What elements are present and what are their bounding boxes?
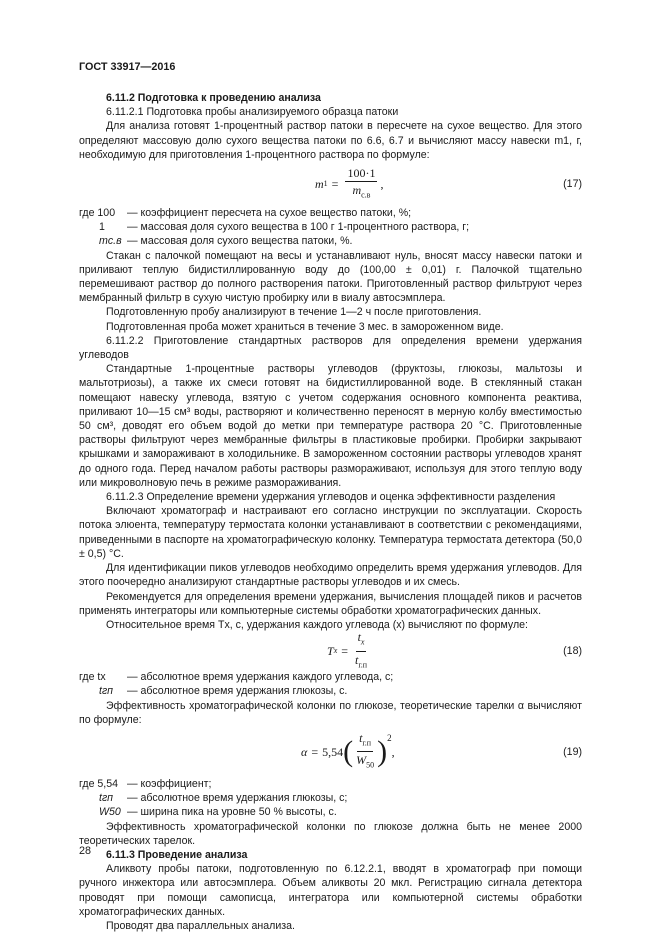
paragraph: Проводят два параллельных анализа. bbox=[106, 919, 295, 932]
paragraph: Подготовленная проба может храниться в течение 3 мес. в замороженном виде. bbox=[106, 320, 504, 333]
formula-number: (19) bbox=[563, 745, 582, 758]
formula-numerator: t bbox=[357, 630, 361, 645]
where-item bbox=[79, 791, 582, 805]
page-number: 28 bbox=[79, 845, 92, 857]
document-body bbox=[79, 91, 582, 933]
where-text: — ширина пика на уровне 50 % высоты, с. bbox=[127, 806, 337, 819]
formula-power: 2 bbox=[387, 732, 392, 743]
section-6-11-2-1-title: 6.11.2.1 Подготовка пробы анализируемого образца патоки bbox=[106, 106, 399, 119]
formula-numerator: t bbox=[359, 730, 363, 745]
where-text: — коэффициент; bbox=[127, 777, 212, 790]
paragraph: Аликвоту пробы патоки, подготовленную по 6.12.2.1, вводят в хроматограф при помощи ручного инжектора или автосэмплера. Объем аликвоты 20 мкл. Регистрацию сигнала детектора проводят при помощи самописца, интегратора или компьютерной системы обработки хроматографических данных. bbox=[79, 863, 582, 918]
where-key: 1 bbox=[99, 221, 105, 234]
where-key: tгп bbox=[99, 792, 113, 805]
paragraph: Относительное время Tx, с, удержания каждого углевода (x) вычисляют по формуле: bbox=[106, 618, 528, 631]
formula-coefficient: 5,54 bbox=[322, 744, 344, 759]
paragraph: Рекомендуется для определения времени удержания, вычисления площадей пиков и расчетов применять интеграторы или компьютерные системы обработки хроматографических данных. bbox=[79, 590, 582, 617]
where-key: W50 bbox=[99, 806, 121, 819]
formula-denominator-sub: 50 bbox=[366, 760, 375, 770]
where-item bbox=[79, 206, 582, 220]
formula-numerator-sub: x bbox=[360, 637, 365, 647]
where-item bbox=[79, 805, 582, 819]
document-header: ГОСТ 33917—2016 bbox=[79, 61, 176, 73]
formula-fraction bbox=[345, 166, 377, 203]
paragraph: Подготовленную пробу анализируют в течение 1—2 ч после приготовления. bbox=[106, 306, 482, 319]
where-text: — массовая доля сухого вещества патоки, %. bbox=[127, 235, 353, 248]
where-item bbox=[79, 670, 582, 684]
formula-number: (17) bbox=[563, 177, 582, 190]
paragraph: Для идентификации пиков углеводов необходимо определить время удержания углеводов. Для этого поочередно анализируют стандартные растворы углеводов и их смесь. bbox=[79, 562, 582, 589]
formula-denominator-sub: с.в bbox=[361, 190, 371, 200]
formula-number: (18) bbox=[563, 645, 582, 658]
formula-denominator: m bbox=[352, 182, 362, 197]
paragraph: Эффективность хроматографической колонки по глюкозе, теоретические тарелки α вычисляют по формуле: bbox=[79, 699, 582, 726]
where-text: — абсолютное время удержания глюкозы, с; bbox=[127, 792, 348, 805]
paragraph: Для анализа готовят 1-процентный раствор патоки в пересчете на сухое вещество. Для этого определяют массовую долю сухого вещества патоки по 6.6, 6.7 и вычисляют массу навески m1, г, необходимую для приготовления 1-процентного раствора по формуле: bbox=[79, 120, 582, 161]
paragraph: Стакан с палочкой помещают на весы и устанавливают нуль, вносят массу навески патоки и приливают теплую бидистиллированную воду до (100,00 ± 0,01) г. Палочкой тщательно перемешивают раствор до полного растворения патоки. Приготовленный раствор фильтруют через мембранный фильтр в сухую чистую пробирку или в виалу автосэмплера. bbox=[79, 249, 582, 305]
where-item bbox=[79, 777, 582, 791]
formula-17: m 1 = $\frac{100\cdot 1}{m_{с.в}}$ , (17) bbox=[79, 162, 582, 206]
formula-lhs: α bbox=[301, 744, 308, 759]
section-6-11-2-2-title: 6.11.2.2 Приготовление стандартных растворов для определения времени удержания углеводов bbox=[79, 334, 582, 362]
formula-numerator: 100·1 bbox=[345, 166, 377, 182]
formula-denominator: W bbox=[356, 753, 367, 768]
formula-19: α = 5,54 ( $\frac{t_{г.п}}{W_{50}}$ ) $^2$ , (19) bbox=[79, 727, 582, 777]
formula-lhs-sub: x bbox=[333, 646, 338, 655]
formula-denominator-sub: г.п bbox=[358, 660, 368, 669]
formula-fraction bbox=[356, 731, 374, 773]
section-6-11-3-title: 6.11.3 Проведение анализа bbox=[106, 848, 248, 861]
formula-lhs: m bbox=[315, 176, 324, 191]
formula-18: T x = $\frac{t_x}{t_{г.п}}$ (18) bbox=[79, 632, 582, 670]
formula-fraction bbox=[355, 630, 367, 672]
formula-lhs-sub: 1 bbox=[323, 178, 328, 188]
where-key: где tx bbox=[79, 671, 106, 684]
where-text: — коэффициент пересчета на сухое вещество патоки, %; bbox=[127, 207, 412, 220]
where-item bbox=[79, 234, 582, 248]
where-text: — абсолютное время удержания каждого углевода, с; bbox=[127, 671, 394, 684]
paragraph: Стандартные 1-процентные растворы углеводов (фруктозы, глюкозы, мальтозы и мальтотриозы), а также их смеси готовят на бидистиллированной воде. В стеклянный стакан помещают навеску углевода, взятую с учетом содержания основного компонента реактива, приливают 10—15 см³ воды, растворяют и количественно переносят в мерную колбу вместимостью 50 см³, доводят его объем водой до метки при температуре раствора 20 °С. Приготовленные растворы фильтруют через мембранные фильтры в пластиковые пробирки. Пробирки закрывают крышками и замораживают в холодильнике. В замороженном состоянии растворы углеводов хранят до одного года. Перед началом работы растворы размораживают, используя для этого теплую воду или микроволновую печь в режиме размораживания. bbox=[79, 363, 582, 489]
where-text: — абсолютное время удержания глюкозы, с. bbox=[127, 685, 348, 698]
where-list-18 bbox=[79, 670, 582, 698]
where-text: — массовая доля сухого вещества в 100 г 1-процентного раствора, г; bbox=[127, 221, 470, 234]
where-key: где 5,54 bbox=[79, 777, 119, 790]
section-6-11-2-title: 6.11.2 Подготовка к проведению анализа bbox=[106, 92, 321, 104]
formula-tail: , bbox=[380, 176, 384, 191]
formula-lhs: T bbox=[327, 644, 334, 658]
where-item bbox=[79, 684, 582, 698]
section-6-11-2-3-title: 6.11.2.3 Определение времени удержания углеводов и оценка эффективности разделения bbox=[106, 491, 556, 504]
formula-tail: , bbox=[391, 744, 395, 759]
where-key: tгп bbox=[99, 685, 113, 698]
paragraph: Включают хроматограф и настраивают его согласно инструкции по эксплуатации. Скорость потока элюента, температуру термостата колонки устанавливают в соответствии с рекомендациями, приведенными в паспорте на хроматографическую колонку. Температура термостата детектора (50,0 ± 0,5) °С. bbox=[79, 505, 582, 560]
where-key: mс.в bbox=[99, 235, 122, 248]
formula-denominator: t bbox=[355, 652, 359, 667]
paragraph: Эффективность хроматографической колонки по глюкозе должна быть не менее 2000 теоретических тарелок. bbox=[79, 820, 582, 847]
formula-numerator-sub: г.п bbox=[362, 738, 372, 748]
where-list-19 bbox=[79, 777, 582, 820]
where-item bbox=[79, 220, 582, 234]
where-key: где 100 bbox=[79, 207, 116, 220]
where-list-17 bbox=[79, 206, 582, 249]
